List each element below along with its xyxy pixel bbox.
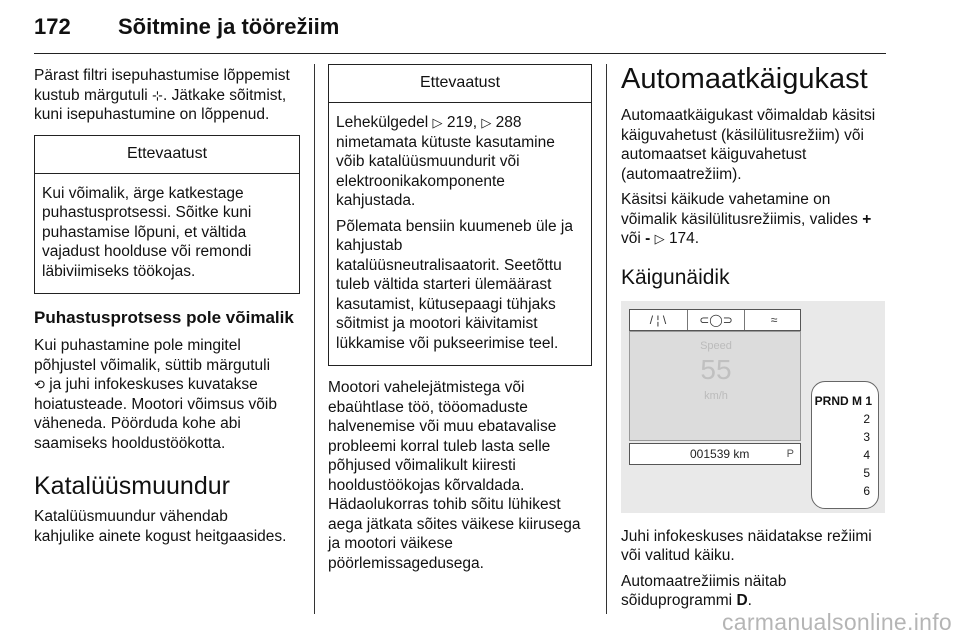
column-middle [328,54,592,579]
filter-warning-icon: ⊹ [152,87,163,103]
chapter-heading: Automaatkäigukast [621,63,868,95]
paragraph: Käsitsi käikude vahetamine on võimalik käsilülitusrežiimis, valides + või - ▷ 174. [621,191,872,247]
paragraph: Automaatkäigukast võimaldab käsitsi käiguvahetust (käsilülitusrežiim) või automaatset käiguvahetust (automaatrežiim). [621,107,876,183]
caution-text: Lehekülgedel ▷ 219, ▷ 288 nimetamata kütuste kasutamine võib katalüüsmuundurit või elektroonikakomponente kahjustada. [336,114,555,209]
odometer: 001539 km P [629,443,801,465]
caution-box [34,135,300,295]
page-ref-icon: ▷ [654,231,665,246]
page-title: Sõitmine ja töörežiim [118,14,340,39]
column-right [621,62,887,617]
page-ref-icon: ▷ [481,115,492,130]
caution-title: Ettevaatust [35,136,299,174]
page-header [34,14,886,54]
watermark: carmanualsonline.info [721,609,952,635]
column-left [34,66,300,552]
gear-indicator-illustration [621,301,885,513]
section-heading: Käigunäidik [621,265,730,289]
chapter-heading: Katalüüsmuundur [34,472,230,500]
column-divider [314,64,315,614]
page-number: 172 [34,14,71,39]
section-heading: Puhastusprotsess pole võimalik [34,308,294,327]
caution-text: Kui võimalik, ärge katkestage puhastusprotsessi. Sõitke kuni puhastamise lõpuni, et vältida vajadust hoolduse või remondi läbiviimiseks töökojas. [42,184,252,280]
column-divider [606,64,607,614]
paragraph: Mootori vahelejätmistega või ebaühtlase töö, tööomaduste halvenemise või muu ebatavalise probleemi korral tuleb lasta selle põhjused võimalikult kiiresti hooldustöökojas kõrvaldada. Hädaolukorras tohib sõitu lühikest aega jätkata sõites väikese kiirusega ja mootori väikese pöörlemissagedusega. [328,379,581,572]
wrench-icon: ≈ [770,312,778,327]
paragraph: Katalüüsmuundur vähendab kahjulike ainete kogust heitgaasides. [34,508,287,545]
caution-title: Ettevaatust [329,65,591,103]
speed-display: Speed 55 km/h [629,331,801,441]
car-icon: ⊂◯⊃ [687,310,745,330]
paragraph: Automaatrežiimis näitab sõiduprogrammi D. [621,572,787,609]
caution-text: Põlemata bensiin kuumeneb üle ja kahjustab katalüüsneutralisaatorit. Seetõttu tuleb vältida starteri ülemäärast kasutamist, kütusepaagi tühjaks sõitmist ja mootori käivitamist lükkamise või pukseerimise teel. [336,217,573,352]
road-icon: / ¦ \ [649,312,667,327]
engine-warning-icon: ⟲ [34,377,45,392]
gear-callout: PRND M 1 2 3 4 5 6 [811,381,879,509]
caution-box [328,64,592,366]
cluster-top-bar [629,309,801,331]
page-ref-icon: ▷ [432,115,443,130]
paragraph: Kui puhastamine pole mingitel põhjustel võimalik, süttib märgutuli ⟲ ja juhi infokeskuses kuvatakse hoiatusteade. Mootori võimsus võib väheneda. Pöörduda kohe abi saamiseks hooldustöökotta. [34,337,277,452]
paragraph: Juhi infokeskuses näidatakse režiimi või valitud käiku. [621,527,872,564]
intro-paragraph: Pärast filtri isepuhastumise lõppemist kustub märgutuli ⊹. Jätkake sõitmist, kuni isepuhastumine on lõppenud. [34,67,290,123]
